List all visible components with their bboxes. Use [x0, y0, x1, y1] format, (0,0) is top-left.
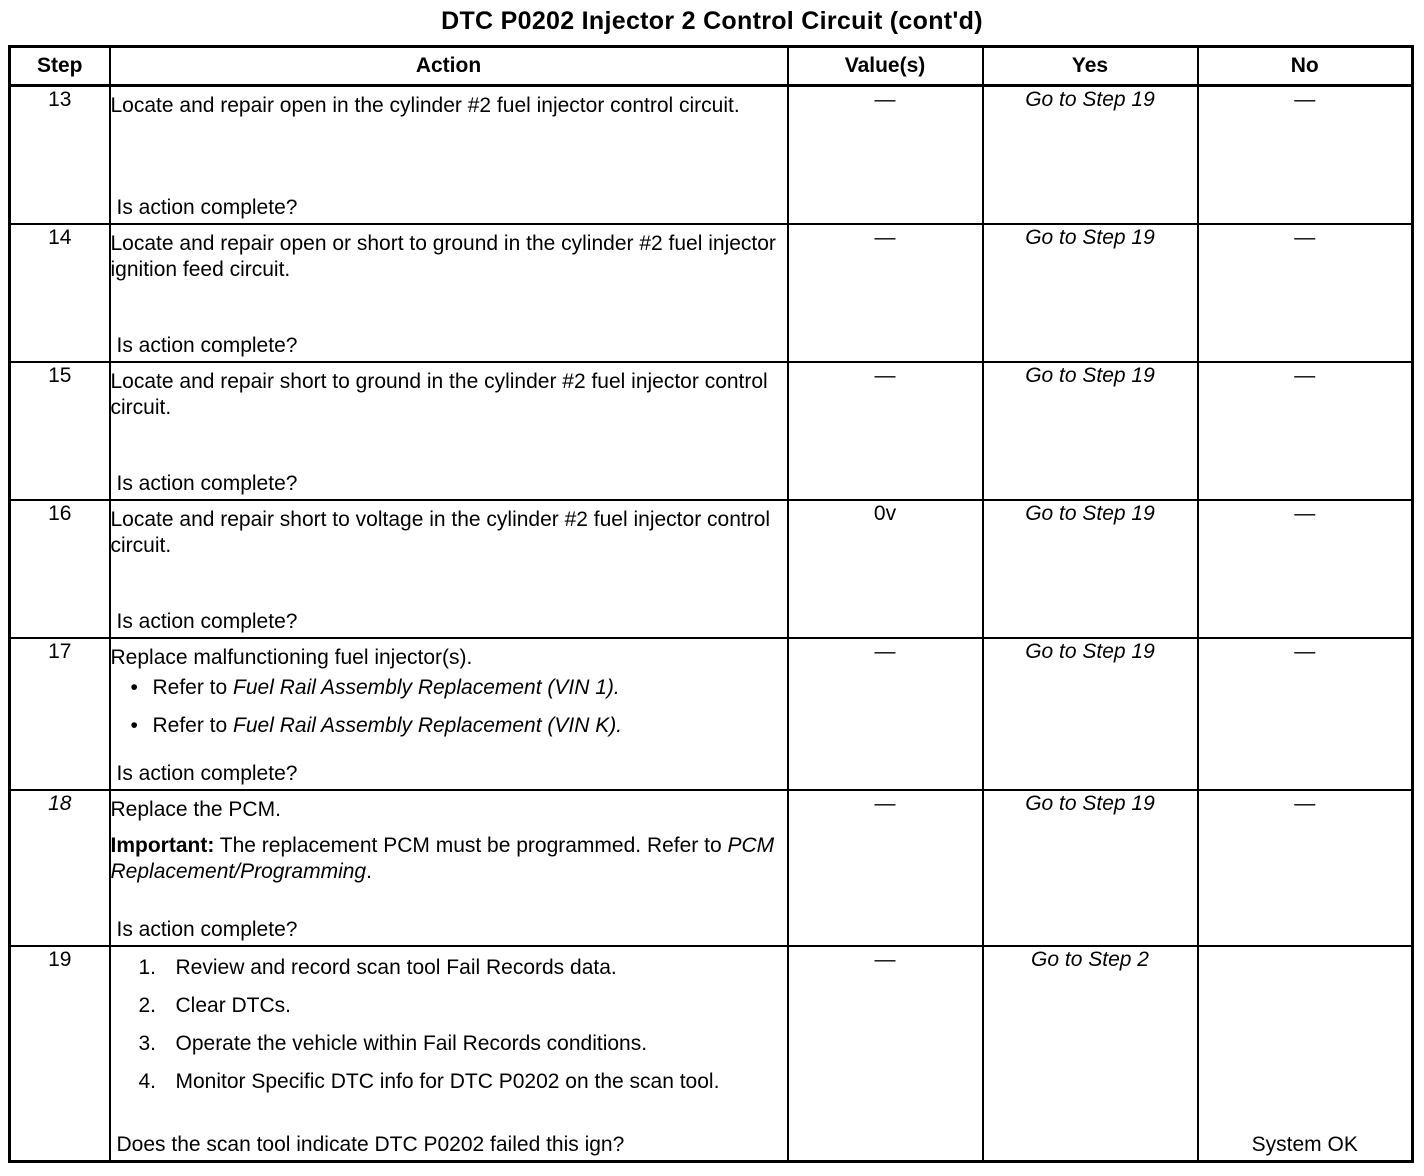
important-note	[111, 833, 787, 885]
value-cell: —	[788, 638, 983, 790]
item-text: Monitor Specific DTC info for DTC P0202 on the scan tool.	[175, 1069, 720, 1093]
table-row	[10, 946, 1413, 1162]
table-row	[10, 362, 1413, 500]
action-text: Locate and repair short to voltage in the cylinder #2 fuel injector control circuit.	[110, 507, 771, 557]
reference-link: Fuel Rail Assembly Replacement (VIN K).	[233, 713, 623, 737]
action-text: Replace the PCM.	[110, 797, 281, 821]
yes-cell: Go to Step 19	[983, 224, 1198, 362]
action-question: Is action complete?	[116, 609, 298, 633]
action-question: Is action complete?	[116, 195, 298, 219]
reference-list	[111, 675, 787, 739]
table-row	[10, 638, 1413, 790]
item-number: 2.	[138, 993, 157, 1017]
no-cell: —	[1198, 86, 1413, 224]
action-cell	[110, 500, 788, 638]
item-number: 1.	[138, 955, 157, 979]
list-item	[138, 993, 787, 1019]
step-number: 18	[10, 790, 110, 946]
yes-cell: Go to Step 19	[983, 790, 1198, 946]
value-cell: —	[788, 946, 983, 1162]
step-number: 15	[10, 362, 110, 500]
step-number: 17	[10, 638, 110, 790]
action-text: Replace malfunctioning fuel injector(s).	[110, 645, 473, 669]
header-step: Step	[10, 47, 110, 86]
reference-prefix: Refer to	[152, 713, 234, 737]
action-text: Locate and repair open or short to ground in the cylinder #2 fuel injector ignition feed circuit.	[110, 231, 776, 281]
header-row	[10, 47, 1413, 86]
reference-link: Fuel Rail Assembly Replacement (VIN 1).	[233, 675, 620, 699]
item-text: Operate the vehicle within Fail Records conditions.	[175, 1031, 648, 1055]
list-item	[138, 1031, 787, 1057]
important-text: The replacement PCM must be programmed. Refer to	[214, 833, 728, 857]
value-cell: 0v	[788, 500, 983, 638]
action-cell	[110, 638, 788, 790]
important-end: .	[366, 859, 372, 883]
step-number: 19	[10, 946, 110, 1162]
item-text: Review and record scan tool Fail Records data.	[175, 955, 617, 979]
value-cell: —	[788, 362, 983, 500]
value-cell: —	[788, 224, 983, 362]
action-question: Is action complete?	[116, 471, 298, 495]
action-cell	[110, 224, 788, 362]
no-cell: —	[1198, 224, 1413, 362]
list-item	[153, 713, 787, 739]
table-row	[10, 500, 1413, 638]
action-text: Locate and repair short to ground in the cylinder #2 fuel injector control circuit.	[110, 369, 768, 419]
procedure-list	[111, 951, 787, 1095]
list-item	[138, 1069, 787, 1095]
important-reference: PCM Replacement/Programming	[110, 833, 775, 883]
header-yes: Yes	[983, 47, 1198, 86]
header-no: No	[1198, 47, 1413, 86]
reference-prefix: Refer to	[152, 675, 234, 699]
step-number: 16	[10, 500, 110, 638]
action-text: Locate and repair open in the cylinder #2 fuel injector control circuit.	[110, 94, 740, 117]
action-question: Is action complete?	[116, 333, 298, 357]
action-question: Is action complete?	[116, 761, 298, 785]
action-cell	[110, 946, 788, 1162]
table-row	[10, 224, 1413, 362]
item-text: Clear DTCs.	[175, 993, 292, 1017]
no-cell: —	[1198, 362, 1413, 500]
yes-cell: Go to Step 19	[983, 638, 1198, 790]
yes-cell: Go to Step 19	[983, 362, 1198, 500]
item-number: 4.	[138, 1069, 157, 1093]
item-number: 3.	[138, 1031, 157, 1055]
action-cell	[110, 790, 788, 946]
important-label: Important:	[110, 833, 215, 857]
action-cell	[110, 362, 788, 500]
no-cell: —	[1198, 790, 1413, 946]
yes-cell: Go to Step 19	[983, 86, 1198, 224]
no-cell: —	[1198, 500, 1413, 638]
value-cell: —	[788, 790, 983, 946]
list-item	[153, 675, 787, 701]
yes-cell: Go to Step 19	[983, 500, 1198, 638]
no-cell: —	[1198, 638, 1413, 790]
step-number: 14	[10, 224, 110, 362]
yes-cell: Go to Step 2	[983, 946, 1198, 1162]
header-action: Action	[110, 47, 788, 86]
diagnostic-table	[8, 45, 1414, 1163]
action-question: Does the scan tool indicate DTC P0202 failed this ign?	[116, 1133, 625, 1156]
no-cell: System OK	[1198, 946, 1413, 1162]
table-row	[10, 790, 1413, 946]
action-cell	[110, 86, 788, 224]
list-item	[138, 955, 787, 981]
value-cell: —	[788, 86, 983, 224]
table-row	[10, 86, 1413, 224]
action-question: Is action complete?	[116, 917, 298, 941]
header-values: Value(s)	[788, 47, 983, 86]
step-number: 13	[10, 86, 110, 224]
page-title: DTC P0202 Injector 2 Control Circuit (cont'd)	[441, 7, 983, 35]
